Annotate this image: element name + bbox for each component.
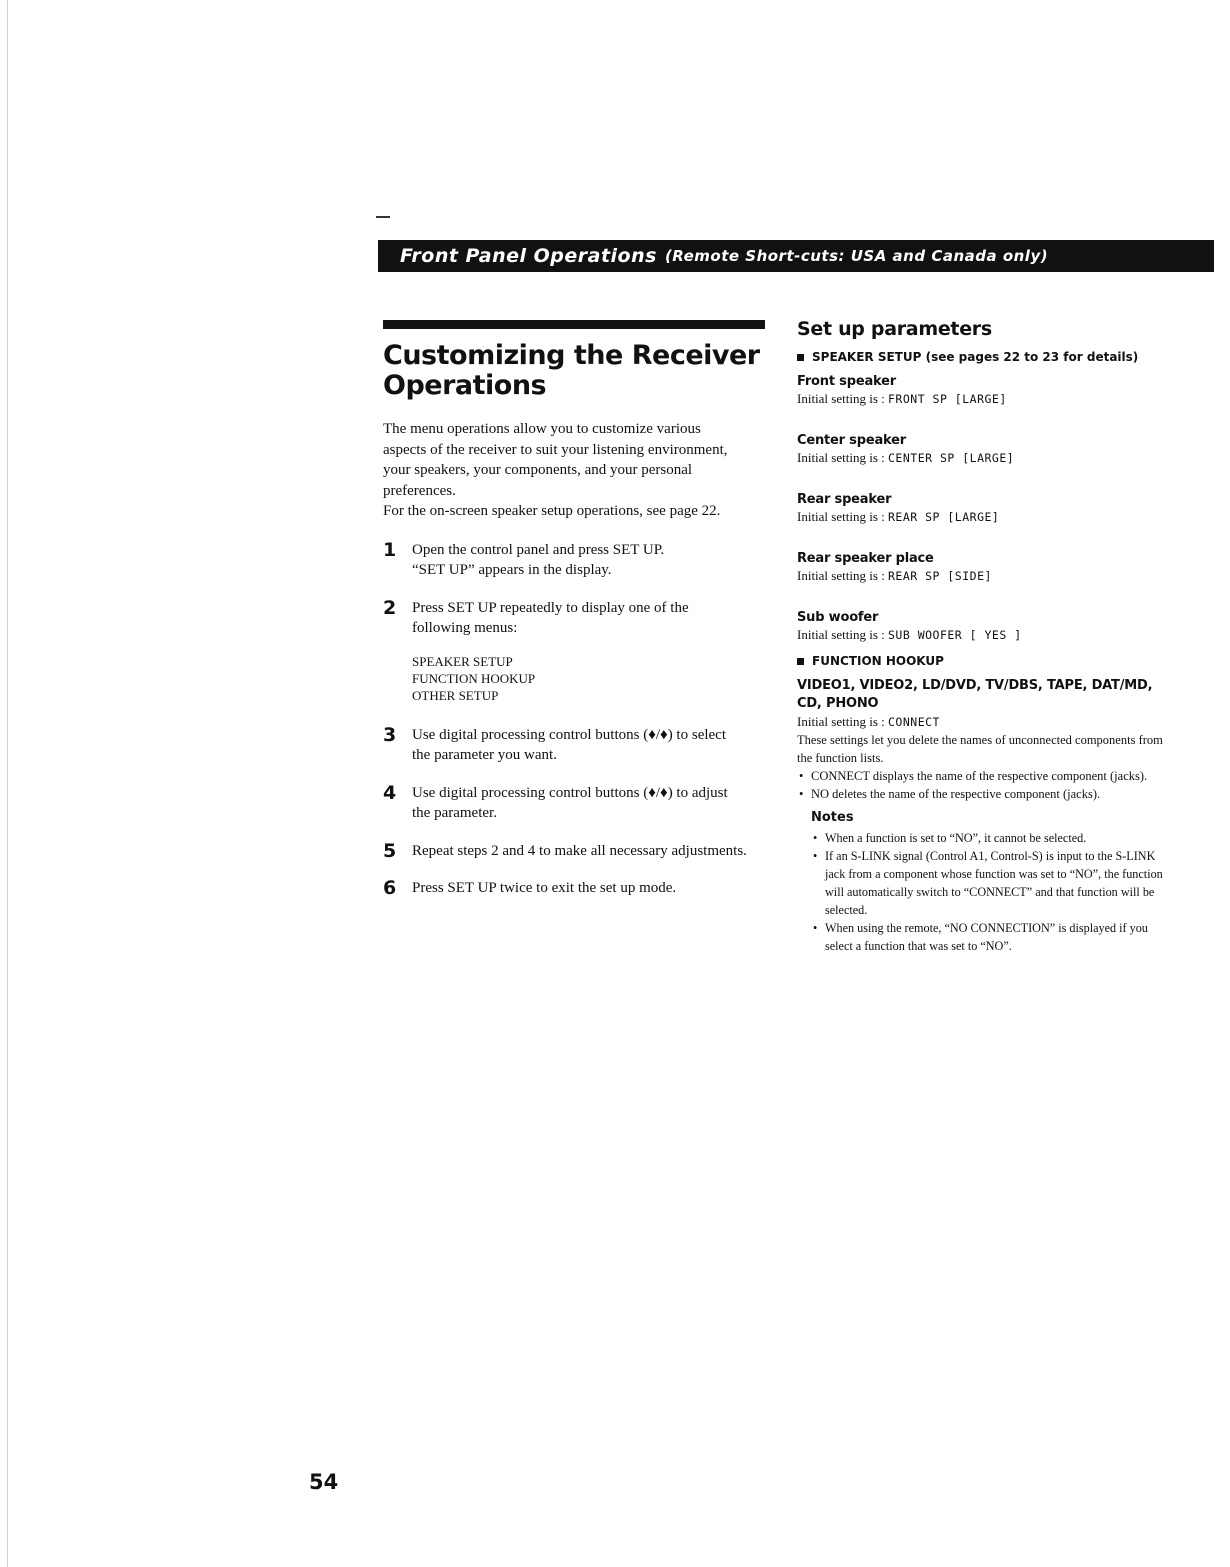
square-bullet-icon — [797, 658, 804, 665]
step-number: 5 — [383, 839, 397, 862]
step-line: Open the control panel and press SET UP. — [412, 541, 665, 558]
page-title-line1: Customizing the Receiver — [383, 340, 760, 371]
notes-block — [811, 809, 1167, 955]
section-header-subtitle: (Remote Short-cuts: USA and Canada only) — [664, 247, 1049, 265]
margin-dash — [376, 216, 390, 218]
initial-label: Initial setting is : — [797, 509, 885, 524]
step-number: 3 — [383, 723, 397, 746]
step-item — [372, 878, 762, 899]
initial-label: Initial setting is : — [797, 714, 885, 729]
function-hookup-section — [797, 654, 1167, 955]
function-bullets — [797, 767, 1167, 803]
step-item — [372, 783, 762, 824]
step-text — [412, 598, 747, 708]
display-value: REAR SP [LARGE] — [888, 510, 1000, 524]
display-value: CONNECT — [888, 715, 940, 729]
intro-paragraph-1: The menu operations allow you to customize various aspects of the receiver to suit your listening environment, your speakers, your components, and your personal preferences. — [383, 421, 728, 499]
list-item: • When using the remote, “NO CONNECTION” is displayed if you select a function that was set to “NO”. — [811, 919, 1167, 955]
param-name: Rear speaker place — [797, 551, 934, 566]
param-initial — [797, 626, 1167, 644]
param-center-speaker — [797, 432, 1167, 467]
step-text: Press SET UP twice to exit the set up mode. — [412, 880, 677, 896]
param-rear-speaker — [797, 491, 1167, 526]
function-initial — [797, 713, 1167, 731]
intro-text — [383, 419, 743, 522]
notes-list — [811, 829, 1167, 955]
step-item — [372, 841, 762, 862]
setup-parameters-title: Set up parameters — [797, 318, 992, 340]
menu-item: SPEAKER SETUP — [412, 653, 513, 669]
step-item — [372, 540, 762, 581]
param-front-speaker — [797, 373, 1167, 408]
initial-label: Initial setting is : — [797, 627, 885, 642]
function-hookup-heading-text: FUNCTION HOOKUP — [812, 654, 944, 668]
intro-paragraph-2: For the on-screen speaker setup operations, see page 22. — [383, 503, 721, 519]
initial-label: Initial setting is : — [797, 450, 885, 465]
page-title — [383, 341, 762, 401]
speaker-setup-heading-text: SPEAKER SETUP (see pages 22 to 23 for details) — [812, 350, 1139, 364]
speaker-setup-heading — [797, 350, 1167, 364]
param-name: Rear speaker — [797, 492, 892, 507]
notes-title: Notes — [811, 810, 854, 825]
step-text — [412, 540, 747, 581]
initial-label: Initial setting is : — [797, 568, 885, 583]
right-column — [797, 318, 1167, 955]
step-text: Use digital processing control buttons (♦/♦) to adjust the parameter. — [412, 784, 728, 821]
page-number: 54 — [309, 1470, 339, 1494]
menu-list — [412, 653, 747, 704]
function-hookup-heading — [797, 654, 1167, 668]
step-text: Repeat steps 2 and 4 to make all necessary adjustments. — [412, 842, 747, 859]
param-initial — [797, 567, 1167, 585]
square-bullet-icon — [797, 354, 804, 361]
step-number: 2 — [383, 596, 397, 619]
function-names: VIDEO1, VIDEO2, LD/DVD, TV/DBS, TAPE, DAT/MD, CD, PHONO — [797, 678, 1153, 711]
title-rule — [383, 320, 765, 329]
section-header-title: Front Panel Operations — [400, 245, 657, 267]
step-text: Use digital processing control buttons (♦/♦) to select the parameter you want. — [412, 726, 726, 763]
param-initial — [797, 390, 1167, 408]
steps-list — [372, 540, 762, 899]
step-number: 1 — [383, 538, 397, 561]
param-initial — [797, 449, 1167, 467]
param-rear-speaker-place — [797, 550, 1167, 585]
list-item: • When a function is set to “NO”, it cannot be selected. — [811, 829, 1167, 847]
param-name: Center speaker — [797, 433, 906, 448]
function-description: These settings let you delete the names of unconnected components from the function lists. — [797, 733, 1163, 765]
step-line: “SET UP” appears in the display. — [412, 562, 612, 578]
left-column — [372, 320, 762, 916]
param-sub-woofer — [797, 609, 1167, 644]
list-item: • If an S-LINK signal (Control A1, Control-S) is input to the S-LINK jack from a component whose function was set to “NO”, the function will automatically switch to “CONNECT” and that function will be selected. — [811, 847, 1167, 919]
step-item — [372, 598, 762, 708]
param-name: Front speaker — [797, 374, 896, 389]
menu-item: FUNCTION HOOKUP — [412, 670, 536, 686]
list-item: • CONNECT displays the name of the respective component (jacks). — [797, 767, 1167, 785]
page-edge-line — [7, 0, 8, 1567]
step-number: 6 — [383, 877, 397, 899]
menu-item: OTHER SETUP — [412, 687, 499, 703]
step-number: 4 — [383, 781, 397, 804]
display-value: SUB WOOFER [ YES ] — [888, 628, 1022, 642]
initial-label: Initial setting is : — [797, 391, 885, 406]
page-title-line2: Operations — [383, 370, 547, 401]
section-header-bar — [378, 240, 1214, 272]
step-line: Press SET UP repeatedly to display one of the following menus: — [412, 599, 689, 636]
display-value: CENTER SP [LARGE] — [888, 451, 1015, 465]
display-value: REAR SP [SIDE] — [888, 569, 992, 583]
step-item — [372, 725, 762, 766]
param-initial — [797, 508, 1167, 526]
list-item: • NO deletes the name of the respective component (jacks). — [797, 785, 1167, 803]
display-value: FRONT SP [LARGE] — [888, 392, 1007, 406]
param-name: Sub woofer — [797, 610, 879, 625]
